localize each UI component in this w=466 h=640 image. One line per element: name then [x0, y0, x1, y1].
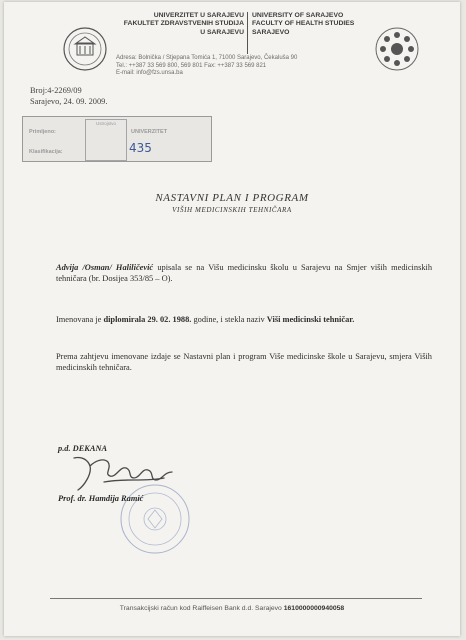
document-subtitle: VIŠIH MEDICINSKIH TEHNIČARA: [172, 206, 292, 214]
footer-divider: [50, 598, 422, 599]
graduation-text-mid: godine, i stekla naziv: [193, 315, 265, 324]
student-name: Advija /Osman/ Haliličević: [56, 263, 154, 272]
university-name-en: [252, 12, 392, 37]
stamp-received-label: Primljeno:: [29, 129, 56, 135]
stamp-number: 435: [129, 141, 152, 155]
header-line: SARAJEVO: [252, 28, 290, 36]
signatory-name: Prof. dr. Hamdija Ramić: [58, 494, 144, 503]
enrollment-text: upisala se na Višu medicinsku školu u Sarajevu na Smjer viših medicinskih tehničara (br. Dosijea 353/85 – O).: [56, 263, 433, 283]
header-line: U SARAJEVU: [200, 28, 244, 36]
header-line: UNIVERZITET U SARAJEVU: [153, 12, 244, 19]
issuance-text: Prema zahtjevu imenovane izdaje se Nastavni plan i program Više medicinske škole u Sarajevu, smjera Viših medicinskih tehničara.: [56, 352, 432, 372]
paragraph-issuance: [56, 351, 432, 373]
paragraph-graduation: [56, 314, 432, 325]
header-line: FACULTY OF HEALTH STUDIES: [252, 20, 355, 28]
bank-footer: [4, 605, 460, 612]
document-title: NASTAVNI PLAN I PROGRAM: [155, 192, 309, 204]
university-seal-icon: [62, 26, 108, 72]
document-page: [4, 2, 460, 636]
bank-account-number: 1610000000940058: [283, 605, 345, 612]
contact-line: Tel.: ++387 33 569 800, 569 801 Fax: ++387 33 569 821: [116, 62, 267, 69]
stamp-classification-label: Klasifikacija:: [29, 149, 63, 155]
document-reference: [30, 86, 107, 107]
graduation-title: Viši medicinski tehničar.: [266, 315, 355, 324]
faculty-logo-icon: [374, 26, 420, 72]
registry-stamp: [22, 116, 212, 162]
place-date: Sarajevo, 24. 09. 2009.: [30, 96, 108, 106]
contact-line: E-mail: info@fzs.unsa.ba: [116, 70, 183, 77]
signatory-role: p.d. DEKANA: [58, 444, 108, 453]
contact-info: [116, 55, 366, 78]
stamp-center-label: Ustrojstvo: [95, 121, 116, 126]
graduation-date: diplomirala 29. 02. 1988.: [103, 315, 192, 324]
university-name-bs: [112, 12, 244, 37]
graduation-text-start: Imenovana je: [56, 315, 102, 324]
header-line: FAKULTET ZDRAVSTVENIH STUDIJA: [123, 20, 244, 28]
contact-line: Adresa: Bolnička / Stjepana Tomića 1, 71000 Sarajevo, Čekaluša 90: [116, 55, 298, 61]
stamp-university-label: UNIVERZITET: [131, 129, 168, 135]
bank-text: Transakcijski račun kod Raiffeisen Bank d.d. Sarajevo: [119, 605, 282, 612]
header-divider: [247, 12, 248, 54]
header-line: UNIVERSITY OF SARAJEVO: [252, 12, 344, 19]
paragraph-enrollment: [56, 262, 432, 284]
reference-number: Broj:4-2269/09: [30, 86, 82, 95]
